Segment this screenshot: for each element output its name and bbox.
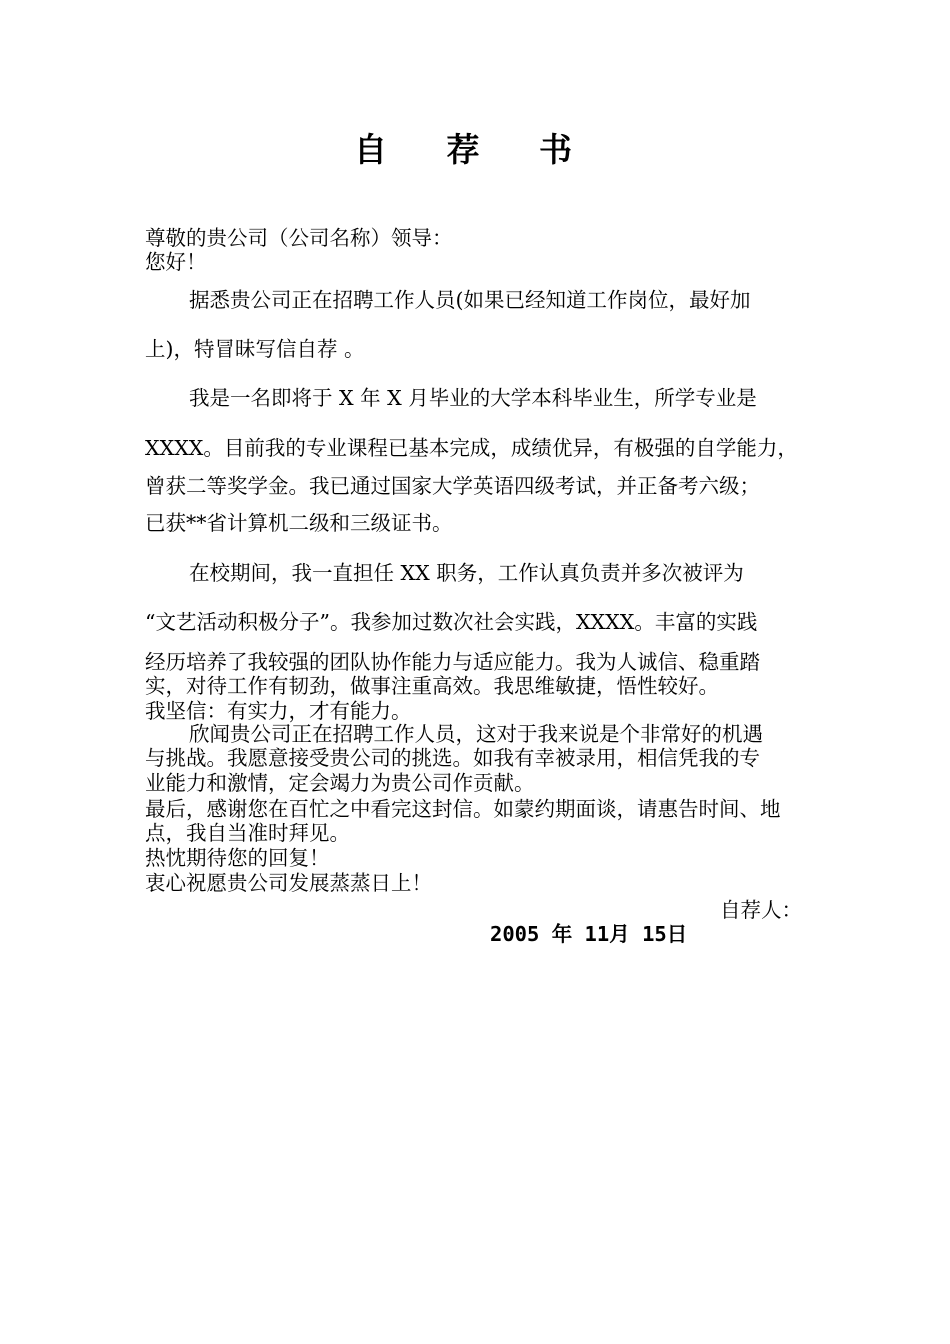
- paragraph-line: 业能力和激情，定会竭力为贵公司作贡献。: [145, 771, 535, 795]
- paragraph-line: 最后，感谢您在百忙之中看完这封信。如蒙约期面谈，请惠告时间、地: [145, 797, 781, 821]
- paragraph-line: 曾获二等奖学金。我已通过国家大学英语四级考试，并正备考六级；: [145, 474, 760, 498]
- paragraph-line: 实，对待工作有韧劲，做事注重高效。我思维敏捷，悟性较好。: [145, 674, 719, 698]
- paragraph-line: 与挑战。我愿意接受贵公司的挑选。如我有幸被录用，相信凭我的专: [145, 746, 760, 770]
- paragraph-line: 我是一名即将于 X 年 X 月毕业的大学本科毕业生，所学专业是: [189, 386, 757, 410]
- paragraph-line: 衷心祝愿贵公司发展蒸蒸日上！: [145, 871, 432, 895]
- paragraph-line: 点，我自当准时拜见。: [145, 821, 350, 845]
- letter-date: 2005 年 11月 15日: [490, 922, 688, 946]
- paragraph-line: 已获**省计算机二级和三级证书。: [145, 511, 453, 535]
- greeting: 您好！: [145, 250, 207, 274]
- document-title: 自 荐 书: [354, 130, 596, 169]
- paragraph-line: “文艺活动积极分子”。我参加过数次社会实践，XXXX。丰富的实践: [145, 610, 758, 634]
- paragraph-line: 上)，特冒昧写信自荐 。: [145, 337, 365, 361]
- paragraph-line: 据悉贵公司正在招聘工作人员(如果已经知道工作岗位，最好加: [189, 288, 751, 312]
- paragraph-line: 在校期间，我一直担任 XX 职务，工作认真负责并多次被评为: [189, 561, 744, 585]
- salutation: 尊敬的贵公司（公司名称）领导：: [145, 226, 453, 250]
- paragraph-line: 欣闻贵公司正在招聘工作人员，这对于我来说是个非常好的机遇: [189, 722, 763, 746]
- paragraph-line: 经历培养了我较强的团队协作能力与适应能力。我为人诚信、稳重踏: [145, 650, 760, 674]
- paragraph-line: 我坚信：有实力，才有能力。: [145, 699, 412, 723]
- signature-label: 自荐人：: [720, 898, 802, 922]
- paragraph-line: 热忱期待您的回复！: [145, 846, 330, 870]
- paragraph-line: XXXX。目前我的专业课程已基本完成，成绩优异，有极强的自学能力，: [145, 436, 798, 460]
